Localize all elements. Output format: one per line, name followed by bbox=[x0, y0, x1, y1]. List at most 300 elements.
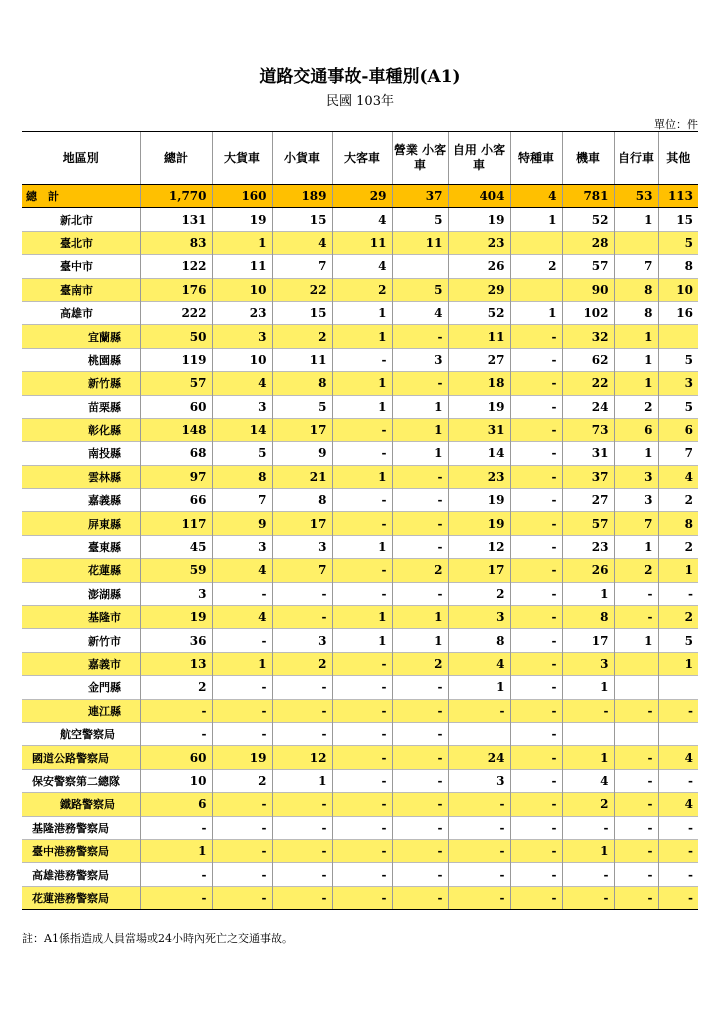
value-cell: - bbox=[510, 816, 562, 839]
value-cell: - bbox=[614, 886, 658, 909]
value-cell: 1 bbox=[392, 395, 448, 418]
column-header: 大貨車 bbox=[212, 132, 272, 185]
table-body bbox=[22, 185, 698, 910]
column-header: 地區別 bbox=[22, 132, 140, 185]
value-cell: - bbox=[448, 886, 510, 909]
value-cell: 4 bbox=[332, 255, 392, 278]
value-cell: 10 bbox=[212, 348, 272, 371]
value-cell: 26 bbox=[448, 255, 510, 278]
table-row bbox=[22, 301, 698, 324]
value-cell: - bbox=[332, 816, 392, 839]
value-cell: 102 bbox=[562, 301, 614, 324]
value-cell: 222 bbox=[140, 301, 212, 324]
value-cell: 19 bbox=[212, 746, 272, 769]
value-cell: 4 bbox=[448, 652, 510, 675]
value-cell bbox=[614, 722, 658, 745]
value-cell: - bbox=[448, 839, 510, 862]
value-cell: 3 bbox=[448, 769, 510, 792]
value-cell: 3 bbox=[614, 489, 658, 512]
value-cell: 17 bbox=[272, 418, 332, 441]
region-cell bbox=[22, 512, 140, 535]
value-cell: - bbox=[510, 629, 562, 652]
region-label: 保安警察第二總隊 bbox=[32, 774, 120, 788]
value-cell: 160 bbox=[212, 185, 272, 208]
value-cell bbox=[392, 255, 448, 278]
value-cell: 1 bbox=[510, 301, 562, 324]
value-cell: - bbox=[332, 512, 392, 535]
column-header: 特種車 bbox=[510, 132, 562, 185]
value-cell: 6 bbox=[140, 793, 212, 816]
value-cell: 11 bbox=[272, 348, 332, 371]
value-cell: - bbox=[392, 699, 448, 722]
region-label: 花蓮港務警察局 bbox=[32, 891, 109, 905]
value-cell: 2 bbox=[392, 559, 448, 582]
value-cell: - bbox=[510, 676, 562, 699]
value-cell: 8 bbox=[614, 278, 658, 301]
value-cell: - bbox=[562, 816, 614, 839]
value-cell: - bbox=[332, 676, 392, 699]
region-cell bbox=[22, 699, 140, 722]
value-cell: 5 bbox=[658, 348, 698, 371]
value-cell: 7 bbox=[658, 442, 698, 465]
value-cell: 57 bbox=[140, 372, 212, 395]
value-cell: 5 bbox=[658, 231, 698, 254]
value-cell: 5 bbox=[392, 208, 448, 231]
value-cell: - bbox=[212, 629, 272, 652]
value-cell: 1 bbox=[140, 839, 212, 862]
value-cell: - bbox=[392, 863, 448, 886]
value-cell: 52 bbox=[448, 301, 510, 324]
value-cell: - bbox=[510, 489, 562, 512]
value-cell: - bbox=[332, 582, 392, 605]
table-row bbox=[22, 418, 698, 441]
region-cell bbox=[22, 722, 140, 745]
value-cell: - bbox=[332, 863, 392, 886]
table-row bbox=[22, 652, 698, 675]
value-cell: 5 bbox=[212, 442, 272, 465]
region-label: 彰化縣 bbox=[88, 424, 121, 438]
value-cell: 8 bbox=[658, 512, 698, 535]
value-cell: 37 bbox=[562, 465, 614, 488]
value-cell: 5 bbox=[658, 395, 698, 418]
region-cell bbox=[22, 442, 140, 465]
region-label: 臺北市 bbox=[60, 236, 93, 250]
region-cell bbox=[22, 839, 140, 862]
value-cell: 19 bbox=[448, 208, 510, 231]
value-cell: 131 bbox=[140, 208, 212, 231]
value-cell bbox=[562, 722, 614, 745]
value-cell: 97 bbox=[140, 465, 212, 488]
value-cell: 4 bbox=[510, 185, 562, 208]
value-cell: 2 bbox=[140, 676, 212, 699]
value-cell: - bbox=[614, 606, 658, 629]
value-cell: - bbox=[658, 863, 698, 886]
value-cell: - bbox=[392, 839, 448, 862]
value-cell: 2 bbox=[614, 559, 658, 582]
value-cell: - bbox=[510, 793, 562, 816]
value-cell: 404 bbox=[448, 185, 510, 208]
value-cell: 8 bbox=[272, 489, 332, 512]
value-cell: 1 bbox=[614, 535, 658, 558]
value-cell: 2 bbox=[212, 769, 272, 792]
value-cell: 17 bbox=[448, 559, 510, 582]
value-cell: - bbox=[510, 535, 562, 558]
value-cell: 1 bbox=[562, 746, 614, 769]
region-cell bbox=[22, 231, 140, 254]
value-cell: 4 bbox=[658, 746, 698, 769]
value-cell: 1 bbox=[332, 301, 392, 324]
value-cell: - bbox=[332, 652, 392, 675]
region-cell bbox=[22, 769, 140, 792]
region-cell bbox=[22, 676, 140, 699]
value-cell: 1 bbox=[392, 606, 448, 629]
header-row bbox=[22, 132, 698, 185]
value-cell: 17 bbox=[562, 629, 614, 652]
value-cell: - bbox=[448, 699, 510, 722]
table-row bbox=[22, 816, 698, 839]
value-cell: 90 bbox=[562, 278, 614, 301]
value-cell: - bbox=[510, 512, 562, 535]
value-cell: - bbox=[332, 442, 392, 465]
value-cell: - bbox=[332, 769, 392, 792]
value-cell: - bbox=[272, 582, 332, 605]
region-label: 高雄市 bbox=[60, 307, 93, 321]
value-cell: 8 bbox=[212, 465, 272, 488]
value-cell: - bbox=[510, 395, 562, 418]
region-cell bbox=[22, 185, 140, 208]
region-label: 臺南市 bbox=[60, 283, 93, 297]
value-cell: - bbox=[332, 793, 392, 816]
region-label: 南投縣 bbox=[88, 447, 121, 461]
value-cell: 10 bbox=[658, 278, 698, 301]
region-cell bbox=[22, 863, 140, 886]
value-cell: - bbox=[392, 372, 448, 395]
column-header: 營業 小客車 bbox=[392, 132, 448, 185]
value-cell: 1 bbox=[392, 629, 448, 652]
table-row bbox=[22, 582, 698, 605]
table-row bbox=[22, 512, 698, 535]
value-cell: - bbox=[614, 746, 658, 769]
value-cell: 16 bbox=[658, 301, 698, 324]
value-cell: 1 bbox=[614, 372, 658, 395]
value-cell: - bbox=[212, 863, 272, 886]
table-row bbox=[22, 372, 698, 395]
region-label: 臺中港務警察局 bbox=[32, 845, 109, 859]
footnote: 註：A1係指造成人員當場或24小時內死亡之交通事故。 bbox=[22, 932, 293, 945]
value-cell: - bbox=[272, 699, 332, 722]
value-cell: 1 bbox=[562, 839, 614, 862]
region-cell bbox=[22, 395, 140, 418]
value-cell: 23 bbox=[562, 535, 614, 558]
region-cell bbox=[22, 255, 140, 278]
value-cell: - bbox=[332, 418, 392, 441]
table-row bbox=[22, 442, 698, 465]
value-cell: 27 bbox=[448, 348, 510, 371]
value-cell: 23 bbox=[212, 301, 272, 324]
value-cell: 1 bbox=[392, 418, 448, 441]
value-cell: - bbox=[212, 839, 272, 862]
table-row bbox=[22, 395, 698, 418]
value-cell: - bbox=[510, 582, 562, 605]
value-cell: - bbox=[392, 512, 448, 535]
table-row bbox=[22, 629, 698, 652]
value-cell: 11 bbox=[332, 231, 392, 254]
value-cell: 1 bbox=[392, 442, 448, 465]
value-cell: - bbox=[510, 722, 562, 745]
region-label: 高雄港務警察局 bbox=[32, 868, 109, 882]
value-cell: 3 bbox=[212, 535, 272, 558]
region-cell bbox=[22, 278, 140, 301]
value-cell bbox=[448, 722, 510, 745]
region-label: 花蓮縣 bbox=[88, 564, 121, 578]
value-cell: 113 bbox=[658, 185, 698, 208]
value-cell: 15 bbox=[658, 208, 698, 231]
region-label: 雲林縣 bbox=[88, 470, 121, 484]
value-cell: 7 bbox=[614, 512, 658, 535]
value-cell: 14 bbox=[448, 442, 510, 465]
value-cell: - bbox=[332, 699, 392, 722]
value-cell: 50 bbox=[140, 325, 212, 348]
value-cell: 26 bbox=[562, 559, 614, 582]
value-cell: 57 bbox=[562, 512, 614, 535]
table-row bbox=[22, 769, 698, 792]
value-cell: - bbox=[212, 793, 272, 816]
value-cell: 1 bbox=[332, 606, 392, 629]
region-cell bbox=[22, 816, 140, 839]
value-cell: - bbox=[140, 722, 212, 745]
region-label: 新北市 bbox=[60, 213, 93, 227]
value-cell: 1 bbox=[614, 325, 658, 348]
value-cell: 1,770 bbox=[140, 185, 212, 208]
value-cell: 4 bbox=[212, 372, 272, 395]
value-cell: - bbox=[562, 886, 614, 909]
value-cell: 781 bbox=[562, 185, 614, 208]
value-cell: - bbox=[614, 863, 658, 886]
value-cell: 8 bbox=[448, 629, 510, 652]
region-label: 臺東縣 bbox=[88, 541, 121, 555]
region-label: 新竹市 bbox=[88, 634, 121, 648]
value-cell: 2 bbox=[272, 325, 332, 348]
value-cell: 12 bbox=[448, 535, 510, 558]
value-cell bbox=[658, 722, 698, 745]
table-row bbox=[22, 863, 698, 886]
value-cell: 1 bbox=[332, 535, 392, 558]
table-row bbox=[22, 535, 698, 558]
value-cell: 1 bbox=[332, 372, 392, 395]
value-cell: - bbox=[614, 582, 658, 605]
table-row bbox=[22, 839, 698, 862]
value-cell: - bbox=[392, 535, 448, 558]
value-cell: 8 bbox=[272, 372, 332, 395]
value-cell: 2 bbox=[272, 652, 332, 675]
value-cell: 37 bbox=[392, 185, 448, 208]
value-cell: - bbox=[510, 325, 562, 348]
value-cell: - bbox=[212, 816, 272, 839]
region-label: 國道公路警察局 bbox=[32, 751, 109, 765]
value-cell: 122 bbox=[140, 255, 212, 278]
value-cell: 4 bbox=[212, 606, 272, 629]
value-cell: 17 bbox=[272, 512, 332, 535]
value-cell: 1 bbox=[562, 582, 614, 605]
value-cell: - bbox=[510, 886, 562, 909]
value-cell: - bbox=[212, 582, 272, 605]
region-label: 桃園縣 bbox=[88, 353, 121, 367]
value-cell: - bbox=[392, 489, 448, 512]
value-cell: - bbox=[392, 722, 448, 745]
region-label: 嘉義市 bbox=[88, 658, 121, 671]
region-cell bbox=[22, 652, 140, 675]
value-cell: 11 bbox=[448, 325, 510, 348]
value-cell: - bbox=[510, 348, 562, 371]
value-cell: - bbox=[332, 559, 392, 582]
value-cell: 15 bbox=[272, 208, 332, 231]
value-cell: - bbox=[392, 816, 448, 839]
value-cell: 2 bbox=[448, 582, 510, 605]
value-cell: 5 bbox=[658, 629, 698, 652]
value-cell bbox=[658, 325, 698, 348]
column-header: 總計 bbox=[140, 132, 212, 185]
value-cell: - bbox=[658, 769, 698, 792]
value-cell: - bbox=[658, 886, 698, 909]
value-cell: - bbox=[614, 839, 658, 862]
value-cell: - bbox=[392, 886, 448, 909]
value-cell: - bbox=[392, 746, 448, 769]
value-cell: 7 bbox=[614, 255, 658, 278]
value-cell: - bbox=[510, 839, 562, 862]
value-cell: 3 bbox=[392, 348, 448, 371]
region-label: 基隆市 bbox=[88, 611, 121, 625]
value-cell: 4 bbox=[658, 793, 698, 816]
value-cell: - bbox=[658, 582, 698, 605]
table-row bbox=[22, 793, 698, 816]
value-cell: 9 bbox=[272, 442, 332, 465]
value-cell: - bbox=[658, 816, 698, 839]
region-label: 鐵路警察局 bbox=[60, 798, 115, 812]
value-cell: 1 bbox=[658, 559, 698, 582]
value-cell: 1 bbox=[332, 325, 392, 348]
value-cell: - bbox=[332, 886, 392, 909]
value-cell: - bbox=[614, 816, 658, 839]
value-cell: - bbox=[392, 582, 448, 605]
region-cell bbox=[22, 208, 140, 231]
column-header: 自用 小客車 bbox=[448, 132, 510, 185]
value-cell: 6 bbox=[658, 418, 698, 441]
value-cell: 5 bbox=[272, 395, 332, 418]
accident-table bbox=[22, 131, 698, 910]
value-cell: 68 bbox=[140, 442, 212, 465]
value-cell: 176 bbox=[140, 278, 212, 301]
value-cell: 5 bbox=[392, 278, 448, 301]
value-cell: 22 bbox=[562, 372, 614, 395]
column-header: 大客車 bbox=[332, 132, 392, 185]
value-cell: 1 bbox=[212, 652, 272, 675]
value-cell: 12 bbox=[272, 746, 332, 769]
value-cell: 2 bbox=[392, 652, 448, 675]
value-cell: - bbox=[510, 769, 562, 792]
region-cell bbox=[22, 606, 140, 629]
value-cell: 73 bbox=[562, 418, 614, 441]
value-cell: 11 bbox=[392, 231, 448, 254]
region-label: 連江縣 bbox=[88, 704, 121, 718]
value-cell: 1 bbox=[614, 442, 658, 465]
value-cell: 15 bbox=[272, 301, 332, 324]
value-cell: 1 bbox=[448, 676, 510, 699]
value-cell: 4 bbox=[562, 769, 614, 792]
value-cell: 1 bbox=[332, 629, 392, 652]
value-cell: 19 bbox=[448, 395, 510, 418]
value-cell: 52 bbox=[562, 208, 614, 231]
value-cell: 3 bbox=[140, 582, 212, 605]
value-cell: 2 bbox=[658, 606, 698, 629]
value-cell: - bbox=[272, 816, 332, 839]
value-cell: - bbox=[272, 793, 332, 816]
value-cell: 60 bbox=[140, 746, 212, 769]
value-cell: 7 bbox=[212, 489, 272, 512]
value-cell: 57 bbox=[562, 255, 614, 278]
value-cell: - bbox=[614, 793, 658, 816]
value-cell: 10 bbox=[212, 278, 272, 301]
value-cell: 14 bbox=[212, 418, 272, 441]
value-cell: 21 bbox=[272, 465, 332, 488]
value-cell: - bbox=[510, 606, 562, 629]
value-cell: 8 bbox=[562, 606, 614, 629]
value-cell: - bbox=[272, 839, 332, 862]
value-cell: - bbox=[272, 606, 332, 629]
value-cell: - bbox=[140, 863, 212, 886]
value-cell: - bbox=[392, 325, 448, 348]
value-cell: 3 bbox=[272, 535, 332, 558]
value-cell: 66 bbox=[140, 489, 212, 512]
value-cell: 7 bbox=[272, 559, 332, 582]
table-row bbox=[22, 489, 698, 512]
value-cell: 18 bbox=[448, 372, 510, 395]
region-cell bbox=[22, 465, 140, 488]
value-cell: - bbox=[510, 863, 562, 886]
value-cell: - bbox=[332, 489, 392, 512]
value-cell: 1 bbox=[658, 652, 698, 675]
column-header: 小貨車 bbox=[272, 132, 332, 185]
value-cell: - bbox=[212, 699, 272, 722]
value-cell bbox=[510, 231, 562, 254]
value-cell: 1 bbox=[332, 395, 392, 418]
value-cell: - bbox=[510, 746, 562, 769]
value-cell bbox=[614, 652, 658, 675]
value-cell: - bbox=[562, 699, 614, 722]
region-cell bbox=[22, 746, 140, 769]
value-cell: 4 bbox=[212, 559, 272, 582]
region-label: 新竹縣 bbox=[88, 377, 121, 391]
value-cell: - bbox=[332, 722, 392, 745]
value-cell: 4 bbox=[272, 231, 332, 254]
value-cell: - bbox=[272, 722, 332, 745]
region-cell bbox=[22, 489, 140, 512]
region-label: 金門縣 bbox=[88, 681, 121, 695]
region-cell bbox=[22, 348, 140, 371]
value-cell: - bbox=[392, 465, 448, 488]
value-cell: 3 bbox=[448, 606, 510, 629]
value-cell: - bbox=[272, 676, 332, 699]
value-cell: 117 bbox=[140, 512, 212, 535]
value-cell: 4 bbox=[392, 301, 448, 324]
value-cell: 60 bbox=[140, 395, 212, 418]
region-cell bbox=[22, 535, 140, 558]
table-row bbox=[22, 348, 698, 371]
value-cell: - bbox=[272, 886, 332, 909]
value-cell bbox=[510, 278, 562, 301]
value-cell: 31 bbox=[448, 418, 510, 441]
value-cell: 23 bbox=[448, 231, 510, 254]
value-cell: 2 bbox=[510, 255, 562, 278]
